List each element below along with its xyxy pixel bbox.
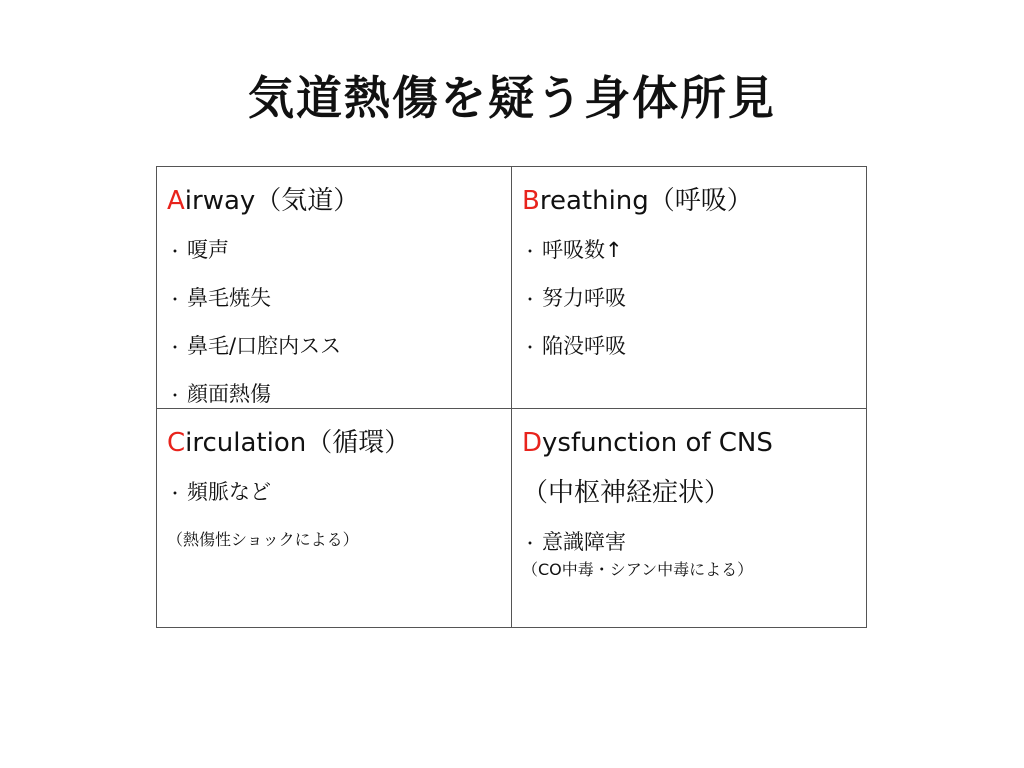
circulation-heading-letter: C — [167, 428, 186, 458]
dysfunction-cell — [512, 409, 866, 627]
list-item-text: 顔面熱傷 — [187, 382, 271, 406]
breathing-heading-letter: B — [522, 186, 540, 216]
bullet: ・ — [167, 242, 184, 261]
list-item-text: 意識障害 — [542, 530, 626, 554]
dysfunction-subheading: （中枢神経症状） — [522, 478, 731, 508]
circulation-heading-rest: irculation（循環） — [185, 428, 411, 458]
breathing-cell — [512, 167, 866, 409]
bullet: ・ — [167, 386, 184, 405]
bullet: ・ — [522, 338, 539, 357]
list-item — [522, 275, 866, 323]
dysfunction-heading-rest: ysfunction of CNS — [542, 428, 773, 458]
bullet: ・ — [522, 242, 539, 261]
dysfunction-heading — [522, 423, 866, 463]
breathing-heading-rest: reathing（呼吸） — [539, 186, 753, 216]
list-item — [167, 275, 511, 323]
airway-heading-rest: irway（気道） — [184, 186, 360, 216]
circulation-note: （熱傷性ショックによる） — [167, 530, 359, 549]
dysfunction-heading-letter: D — [522, 428, 543, 458]
list-item — [167, 469, 511, 517]
circulation-list — [167, 469, 511, 517]
circulation-heading — [167, 423, 511, 463]
airway-cell — [157, 167, 512, 409]
list-item-text: 頻脈など — [187, 480, 271, 504]
list-item-text: 陥没呼吸 — [542, 334, 626, 358]
list-item-text: 呼吸数↑ — [542, 238, 623, 262]
bullet: ・ — [522, 534, 539, 553]
breathing-list — [522, 227, 866, 371]
bullet: ・ — [167, 484, 184, 503]
abcd-table — [156, 166, 867, 628]
dysfunction-note: （CO中毒・シアン中毒による） — [522, 560, 754, 579]
list-item — [167, 371, 511, 409]
list-item-text: 鼻毛焼失 — [187, 286, 271, 310]
list-item — [522, 227, 866, 275]
airway-heading-letter: A — [167, 186, 185, 216]
list-item-text: 鼻毛/口腔内スス — [187, 334, 342, 358]
list-item — [522, 323, 866, 371]
list-item-text: 嗄声 — [187, 238, 229, 262]
airway-heading — [167, 181, 511, 221]
list-item — [167, 227, 511, 275]
slide-title: 気道熱傷を疑う身体所見 — [248, 71, 776, 125]
breathing-heading — [522, 181, 866, 221]
list-item-text: 努力呼吸 — [542, 286, 626, 310]
bullet: ・ — [167, 338, 184, 357]
circulation-cell — [157, 409, 512, 627]
bullet: ・ — [522, 290, 539, 309]
list-item — [167, 323, 511, 371]
bullet: ・ — [167, 290, 184, 309]
airway-list — [167, 227, 511, 409]
